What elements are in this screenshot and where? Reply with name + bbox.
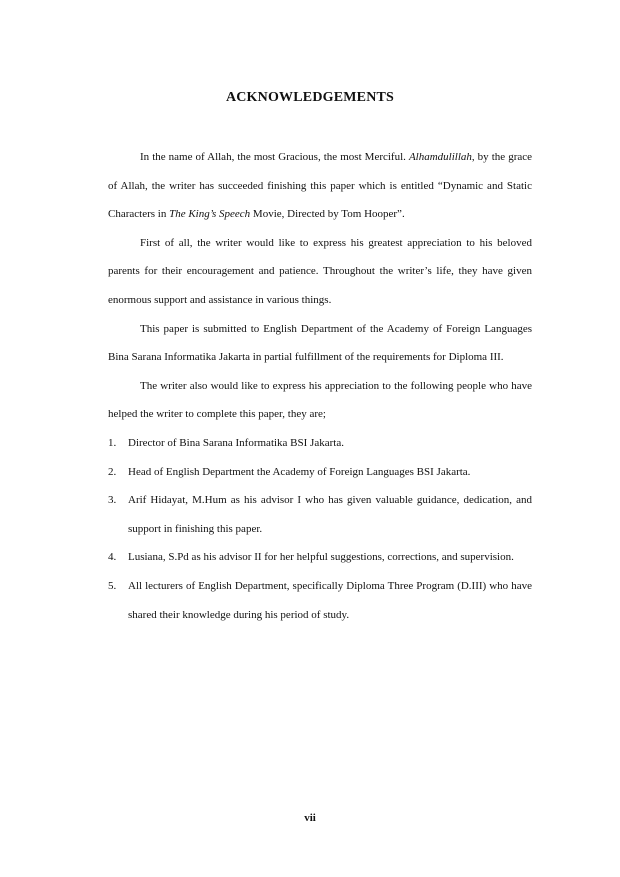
page-title: ACKNOWLEDGEMENTS — [225, 90, 395, 105]
list-item — [108, 486, 532, 543]
list-item-number: 3. — [108, 494, 117, 507]
paragraph-parents: First of all, the writer would like to express his greatest appreciation to his beloved parents for their encouragement and patience. Throughout the writer’s life, they have given enormous support and assistance in various things. — [108, 236, 532, 306]
intro-italic-alhamdulillah: Alhamdulillah — [408, 151, 472, 163]
list-item-number: 4. — [108, 551, 117, 564]
list-item-number: 2. — [108, 465, 117, 478]
list-item — [108, 543, 532, 572]
page-number: vii — [304, 812, 316, 824]
intro-text-a: In the name of Allah, the most Gracious, the most Merciful. — [140, 151, 409, 163]
list-item-text: Head of English Department the Academy of Foreign Languages BSI Jakarta. — [128, 465, 471, 478]
list-item-number: 5. — [108, 579, 117, 592]
list-item-text: Director of Bina Sarana Informatika BSI Jakarta. — [128, 436, 344, 449]
acknowledgement-body — [108, 143, 532, 629]
list-item — [108, 429, 532, 458]
paragraph-submission: This paper is submitted to English Department of the Academy of Foreign Languages Bina Sarana Informatika Jakarta in partial fulfillment of the requirements for Diploma III. — [108, 322, 532, 364]
intro-text-c: , by the grace of Allah, the writer has succeeded finishing this paper which is entitled “Dynamic and Static Characters in — [108, 151, 532, 221]
paragraph-intro — [108, 143, 532, 229]
intro-text-e: Movie, Directed by Tom Hooper”. — [250, 208, 405, 221]
list-item-text: Arif Hidayat, M.Hum as his advisor I who has given valuable guidance, dedication, and support in finishing this paper. — [128, 494, 532, 535]
list-item — [108, 458, 532, 487]
appreciation-list — [108, 429, 532, 629]
list-item-text: All lecturers of English Department, specifically Diploma Three Program (D.III) who have shared their knowledge during his period of study. — [128, 579, 532, 621]
paragraph-appreciation: The writer also would like to express his appreciation to the following people who have helped the writer to complete this paper, they are; — [108, 379, 532, 421]
intro-italic-movie-title: The King’s Speech — [169, 208, 251, 221]
list-item — [108, 572, 532, 629]
list-item-number: 1. — [108, 436, 117, 449]
list-item-text: Lusiana, S.Pd as his advisor II for her helpful suggestions, corrections, and supervision. — [128, 551, 514, 564]
